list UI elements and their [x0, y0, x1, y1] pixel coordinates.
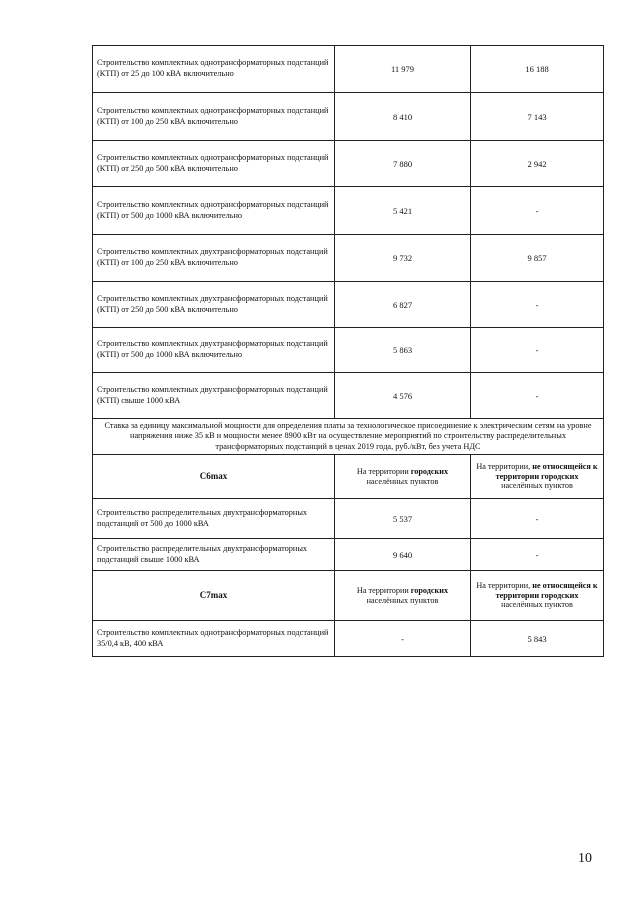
table-row — [93, 372, 603, 418]
urban-header: На территории городских населённых пунктов — [335, 455, 471, 498]
row-name: Строительство распределительных двухтрансформаторных подстанций от 500 до 1000 кВА — [93, 499, 335, 538]
tariff-table — [92, 45, 604, 657]
row-name: Строительство комплектных однотрансформаторных подстанций (КТП) от 500 до 1000 кВА включительно — [93, 187, 335, 234]
table-row — [93, 538, 603, 570]
rural-value: 16 188 — [525, 64, 549, 74]
table-row — [93, 327, 603, 372]
rural-header: На территории, не относящейся к территории городских населённых пунктов — [476, 580, 598, 610]
urban-value: 6 827 — [335, 282, 471, 327]
header-row-c7 — [93, 570, 603, 620]
table-row — [93, 620, 603, 656]
row-name: Строительство комплектных однотрансформаторных подстанций (КТП) от 100 до 250 кВА включительно — [93, 93, 335, 140]
row-name: Строительство комплектных двухтрансформаторных подстанций (КТП) от 100 до 250 кВА включительно — [93, 235, 335, 281]
urban-value: 11 979 — [335, 46, 471, 92]
rural-value: - — [535, 205, 539, 216]
row-name: Строительство распределительных двухтрансформаторных подстанций свыше 1000 кВА — [93, 539, 335, 570]
c7-title: С7max — [93, 571, 335, 620]
row-name: Строительство комплектных однотрансформаторных подстанций (КТП) от 250 до 500 кВА включительно — [93, 141, 335, 186]
row-name: Строительство комплектных однотрансформаторных подстанций 35/0,4 кВ, 400 кВА — [93, 621, 335, 656]
rural-value: 2 942 — [527, 158, 547, 169]
urban-value: 5 421 — [335, 187, 471, 234]
rural-header: На территории, не относящейся к территории городских населённых пунктов — [476, 461, 598, 491]
urban-value: 9 732 — [335, 235, 471, 281]
row-name: Строительство комплектных однотрансформаторных подстанций (КТП) от 25 до 100 кВА включительно — [93, 46, 335, 92]
urban-value: 4 576 — [335, 373, 471, 418]
table-row — [93, 281, 603, 327]
row-name: Строительство комплектных двухтрансформаторных подстанций (КТП) от 500 до 1000 кВА включительно — [93, 328, 335, 372]
urban-header: На территории городских населённых пунктов — [335, 571, 471, 620]
page-number: 10 — [578, 851, 592, 866]
urban-value: 5 863 — [335, 328, 471, 372]
rural-value: - — [535, 549, 539, 560]
table-row — [93, 46, 603, 92]
caption-row — [93, 418, 603, 454]
urban-value: 5 537 — [335, 499, 471, 538]
urban-value: - — [335, 621, 471, 656]
rural-value: 5 843 — [527, 633, 547, 644]
urban-value: 8 410 — [335, 93, 471, 140]
rural-value: 7 143 — [527, 111, 547, 122]
table-row — [93, 92, 603, 140]
c6-title: С6max — [93, 455, 335, 498]
table-row — [93, 140, 603, 186]
rural-value: 9 857 — [527, 253, 547, 263]
table-row — [93, 234, 603, 281]
header-row-c6 — [93, 454, 603, 498]
rural-value: - — [535, 345, 539, 355]
row-name: Строительство комплектных двухтрансформаторных подстанций (КТП) свыше 1000 кВА — [93, 373, 335, 418]
urban-value: 9 640 — [335, 539, 471, 570]
rural-value: - — [535, 390, 539, 401]
rate-caption: Ставка за единицу максимальной мощности для определения платы за технологическое присоединение к электрическим сетям на уровне напряжения ниже 35 кВ и мощности менее 8900 кВт на осуществление мероприятий по строительству распределительных трансформаторных подстанций в ценах 2019 года, руб./кВт, без учета НДС — [104, 421, 592, 451]
urban-value: 7 880 — [335, 141, 471, 186]
rural-value: - — [535, 513, 539, 524]
row-name: Строительство комплектных двухтрансформаторных подстанций (КТП) от 250 до 500 кВА включительно — [93, 282, 335, 327]
table-row — [93, 498, 603, 538]
table-row — [93, 186, 603, 234]
rural-value: - — [535, 299, 539, 310]
